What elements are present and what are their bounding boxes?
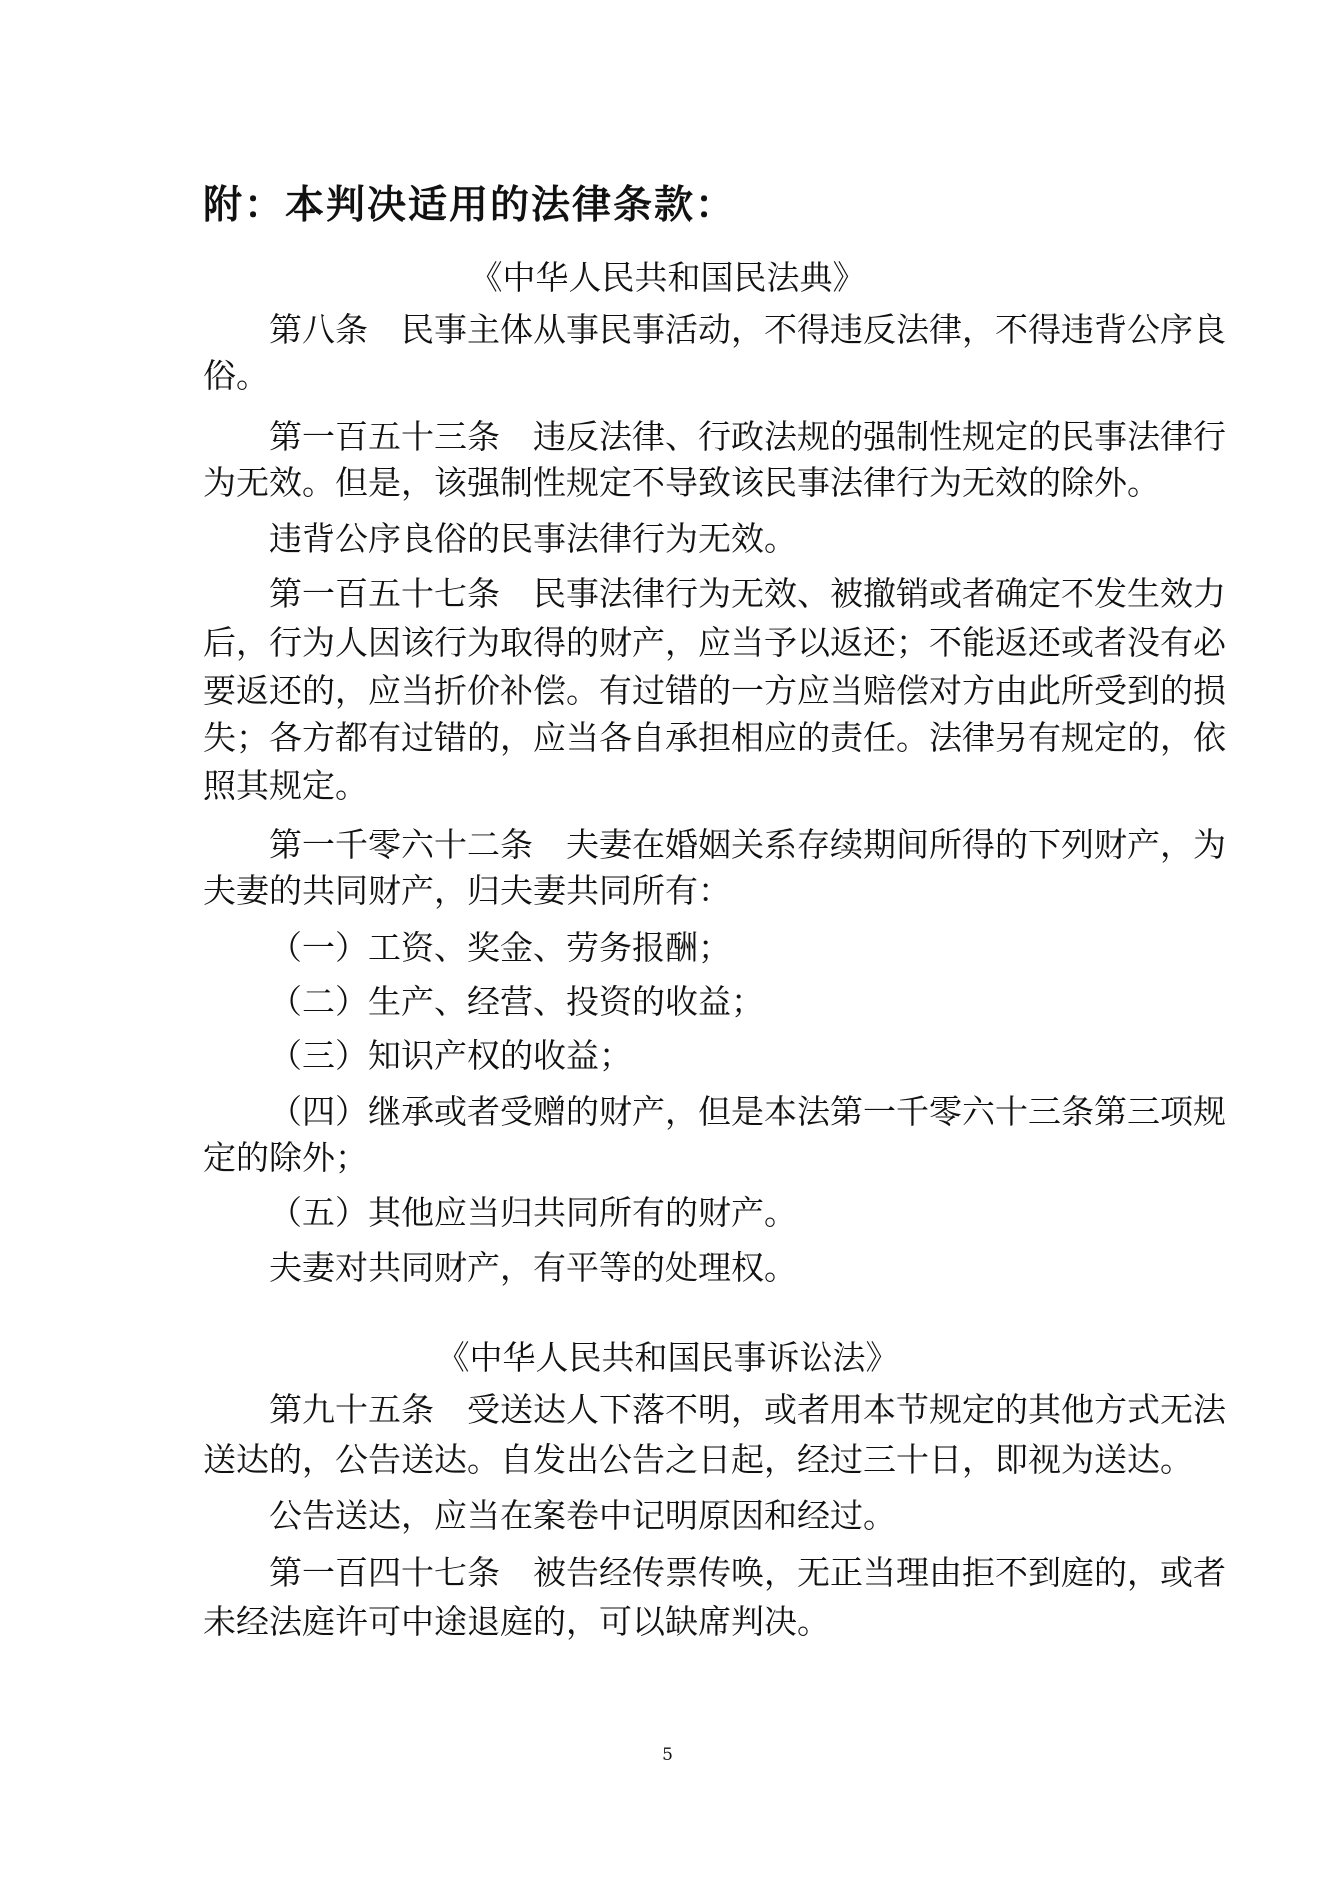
article-line: （五）其他应当归共同所有的财产。	[269, 1193, 797, 1232]
appendix-heading: 附：本判决适用的法律条款：	[203, 183, 737, 228]
article-line: 失；各方都有过错的，应当各自承担相应的责任。法律另有规定的，依	[203, 718, 1226, 757]
article-line: 第一百五十三条 违反法律、行政法规的强制性规定的民事法律行	[269, 417, 1226, 456]
article-line: 照其规定。	[203, 766, 368, 805]
article-line: 后，行为人因该行为取得的财产，应当予以返还；不能返还或者没有必	[203, 623, 1226, 662]
article-line: 公告送达，应当在案卷中记明原因和经过。	[269, 1496, 896, 1535]
article-line: （三）知识产权的收益；	[269, 1036, 632, 1075]
article-line: （二）生产、经营、投资的收益；	[269, 982, 764, 1021]
article-line: 俗。	[203, 356, 269, 395]
article-line: 第一百四十七条 被告经传票传唤，无正当理由拒不到庭的，或者	[269, 1553, 1226, 1592]
article-line: 第一千零六十二条 夫妻在婚姻关系存续期间所得的下列财产，为	[269, 825, 1226, 864]
article-line: 夫妻的共同财产，归夫妻共同所有：	[203, 871, 731, 910]
page-number: 5	[662, 1745, 673, 1765]
article-line: 第九十五条 受送达人下落不明，或者用本节规定的其他方式无法	[269, 1390, 1226, 1429]
article-line: 送达的，公告送达。自发出公告之日起，经过三十日，即视为送达。	[203, 1440, 1193, 1479]
section-title-civil-procedure-law: 《中华人民共和国民事诉讼法》	[436, 1338, 899, 1377]
article-line: 为无效。但是，该强制性规定不导致该民事法律行为无效的除外。	[203, 463, 1160, 502]
article-line: 夫妻对共同财产，有平等的处理权。	[269, 1248, 797, 1287]
section-title-civil-code: 《中华人民共和国民法典》	[469, 258, 866, 297]
article-line: 违背公序良俗的民事法律行为无效。	[269, 519, 797, 558]
article-line: 定的除外；	[203, 1138, 368, 1177]
article-line: （一）工资、奖金、劳务报酬；	[269, 928, 731, 967]
article-line: 未经法庭许可中途退庭的，可以缺席判决。	[203, 1602, 830, 1641]
article-line: （四）继承或者受赠的财产，但是本法第一千零六十三条第三项规	[269, 1092, 1226, 1131]
article-line: 要返还的，应当折价补偿。有过错的一方应当赔偿对方由此所受到的损	[203, 671, 1226, 710]
article-line: 第八条 民事主体从事民事活动，不得违反法律，不得违背公序良	[269, 310, 1226, 349]
article-line: 第一百五十七条 民事法律行为无效、被撤销或者确定不发生效力	[269, 574, 1226, 613]
